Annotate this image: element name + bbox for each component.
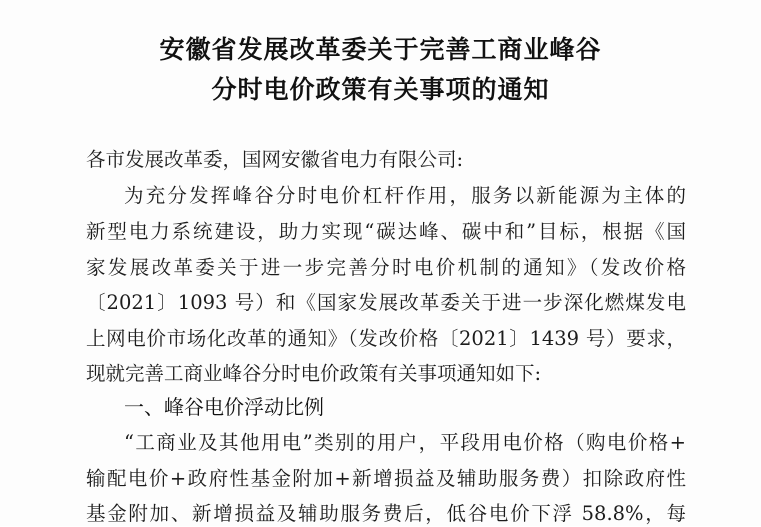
document-title-line-2: 分时电价政策有关事项的通知 <box>211 75 550 104</box>
paragraph-1-line: 为充分发挥峰谷分时电价杠杆作用，服务以新能源为主体的 <box>124 184 686 207</box>
paragraph-1-line: 上网电价市场化改革的通知》（发改价格〔2021〕1439 号）要求， <box>86 327 686 350</box>
paragraph-1-line: 家发展改革委关于进一步完善分时电价机制的通知》（发改价格 <box>86 256 686 279</box>
section-1-heading: 一、峰谷电价浮动比例 <box>124 395 324 419</box>
paragraph-2-line: “工商业及其他用电”类别的用户，平段用电价格（购电价格+ <box>124 431 686 454</box>
salutation: 各市发展改革委，国网安徽省电力有限公司: <box>86 148 464 171</box>
paragraph-1-line: 新型电力系统建设，助力实现“碳达峰、碳中和”目标，根据《国 <box>86 220 686 243</box>
paragraph-1-line: 现就完善工商业峰谷分时电价政策有关事项通知如下: <box>86 362 542 385</box>
paragraph-1-line: 〔2021〕1093 号）和《国家发展改革委关于进一步深化燃煤发电 <box>86 291 686 314</box>
document-title-line-1: 安徽省发展改革委关于完善工商业峰谷 <box>159 35 602 64</box>
paragraph-2-line: 基金附加、新增损益及辅助服务费后，低谷电价下浮 58.8%，每 <box>86 502 686 525</box>
paragraph-2-line: 输配电价+政府性基金附加+新增损益及辅助服务费）扣除政府性 <box>86 467 686 490</box>
